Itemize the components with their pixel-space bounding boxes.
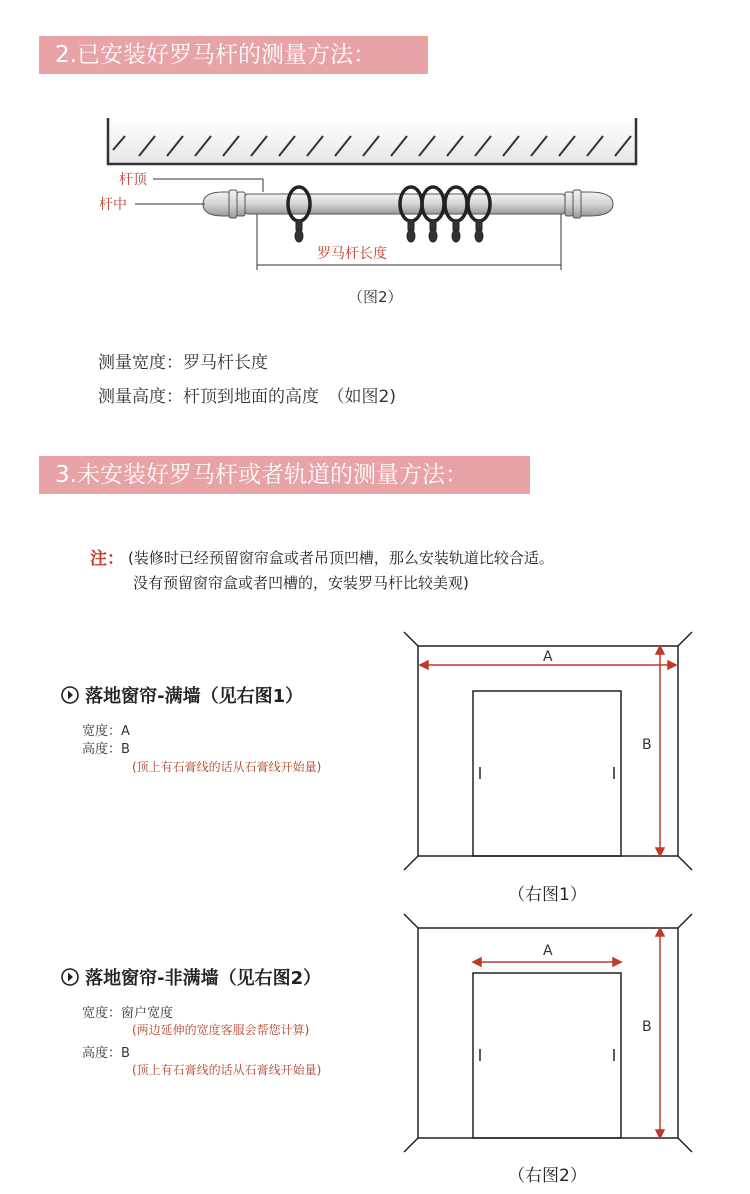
roman-rod <box>203 190 613 218</box>
measure-height-text: 测量高度：杆顶到地面的高度 （如图2) <box>98 387 396 407</box>
figure2-caption: （图2） <box>348 288 403 306</box>
case1-height: 高度：B <box>82 742 130 757</box>
case2-height-note: (顶上有石膏线的话从石膏线开始量) <box>132 1063 322 1077</box>
case2-width-note: (两边延伸的宽度客服会帮您计算) <box>132 1023 310 1037</box>
figure2-label-b: B <box>642 1019 652 1035</box>
case2-title: 落地窗帘-非满墙（见右图2） <box>85 968 322 989</box>
rod-top-label: 杆顶 <box>119 172 147 188</box>
circle-arrow-icon <box>60 967 80 987</box>
case1-title: 落地窗帘-满墙（见右图1） <box>85 686 304 707</box>
circle-arrow-icon <box>60 685 80 705</box>
ring-clips <box>295 220 483 242</box>
case1-height-note: (顶上有石膏线的话从石膏线开始量) <box>132 760 322 774</box>
note-line-2: 没有预留窗帘盒或者凹槽的，安装罗马杆比较美观) <box>133 574 469 592</box>
measure-width-text: 测量宽度：罗马杆长度 <box>98 353 268 373</box>
note-label: 注： <box>90 549 124 569</box>
section2-title: 2.已安装好罗马杆的测量方法： <box>39 36 428 74</box>
case2-width: 宽度：窗户宽度 <box>82 1006 174 1021</box>
figure2-label-a: A <box>543 943 553 959</box>
figure1-caption: （右图1） <box>508 885 587 905</box>
curtain-rod-diagram <box>95 112 655 282</box>
rod-middle-label: 杆中 <box>99 197 127 213</box>
figure1-label-b: B <box>642 737 652 753</box>
case1-title-row <box>60 682 303 708</box>
figure1-full-wall <box>400 628 695 876</box>
ceiling <box>108 118 636 164</box>
figure1-label-a: A <box>543 649 553 665</box>
case2-height: 高度：B <box>82 1046 130 1061</box>
section3-title: 3.未安装好罗马杆或者轨道的测量方法： <box>39 456 530 494</box>
case2-title-row <box>60 964 321 990</box>
figure2-right-caption: （右图2） <box>508 1166 587 1186</box>
case1-width: 宽度：A <box>82 724 130 739</box>
figure2-partial-wall <box>400 910 695 1158</box>
rod-length-label: 罗马杆长度 <box>317 246 387 262</box>
note-line-1: (装修时已经预留窗帘盒或者吊顶凹槽，那么安装轨道比较合适。 <box>128 549 554 567</box>
